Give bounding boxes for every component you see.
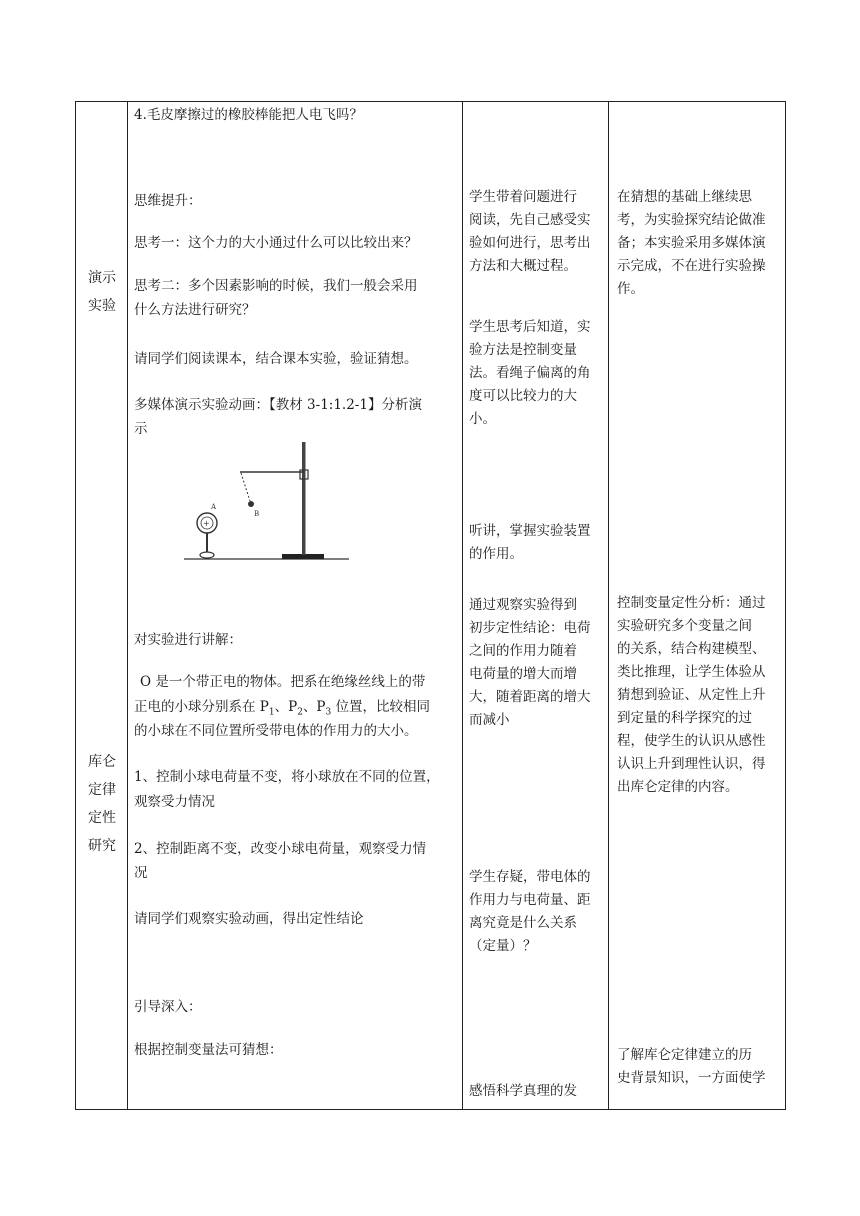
student-activity-6: 感悟科学真理的发	[469, 1083, 577, 1099]
control-one-line1: 1、控制小球电荷量不变，将小球放在不同的位置，	[134, 769, 440, 785]
animation-line1: 多媒体演示实验动画：【教材 3-1:1.2-1】分析演	[134, 397, 422, 413]
observe-instruction: 请同学们观察实验动画，得出定性结论	[134, 911, 364, 927]
section-label-demo: 演示 实验	[88, 270, 116, 314]
svg-text:A: A	[211, 503, 217, 511]
guide-heading: 引导深入：	[134, 999, 202, 1015]
control-two-line2: 况	[134, 865, 148, 881]
lesson-table	[75, 101, 786, 1110]
object-o-line2: 正电的小球分别系在 $P_1$、$P_2$、$P_3$ 位置，比较相同	[134, 699, 431, 718]
column-divider	[462, 102, 463, 1109]
guess-line: 根据控制变量法可猜想：	[134, 1042, 283, 1058]
object-o-line1: O 是一个带正电的物体。把系在绝缘丝线上的带	[140, 674, 426, 690]
coulomb-apparatus-figure	[184, 437, 354, 562]
student-activity-3: 听讲，掌握实验装置 的作用。	[469, 523, 591, 562]
think-two-line1: 思考二：多个因素影响的时候，我们一般会采用	[134, 278, 418, 294]
svg-text:B: B	[254, 510, 260, 518]
think-one: 思考一：这个力的大小通过什么可以比较出来？	[134, 235, 418, 251]
section-label-coulomb: 库仑 定律 定性 研究	[88, 754, 116, 854]
object-o-line3: 的小球在不同位置所受带电体的作用力的大小。	[134, 723, 418, 739]
student-activity-1: 学生带着问题进行 阅读，先自己感受实 验如何进行，思考出 方法和大概过程。	[469, 189, 591, 274]
thinking-heading: 思维提升：	[134, 193, 202, 209]
think-two-line2: 什么方法进行研究？	[134, 302, 256, 318]
control-one-line2: 观察受力情况	[134, 794, 215, 810]
column-divider	[127, 102, 128, 1109]
read-instruction: 请同学们阅读课本，结合课本实验，验证猜想。	[134, 351, 418, 367]
control-two-line1: 2、控制距离不变，改变小球电荷量，观察受力情	[134, 841, 427, 857]
student-activity-4: 通过观察实验得到 初步定性结论：电荷 之间的作用力随着 电荷量的增大而增 大，随着距离的增大 而减小	[469, 597, 591, 728]
design-intent-2: 控制变量定性分析：通过 实验研究多个变量之间 的关系，结合构建模型、 类比推理，让学生体验从 猜想到验证、从定性上升 到定量的科学探究的过 程，使学生的认识从感性 认识上升到理性认识，得 出库仑定律的内容。	[617, 595, 766, 795]
question-4: 4.毛皮摩擦过的橡胶棒能把人电飞吗？	[134, 107, 363, 123]
svg-text:+: +	[203, 519, 210, 528]
column-divider	[608, 102, 609, 1109]
student-activity-2: 学生思考后知道，实 验方法是控制变量 法。看绳子偏离的角 度可以比较力的大 小。	[469, 319, 591, 427]
student-activity-5: 学生存疑，带电体的 作用力与电荷量、距 离究竟是什么关系 （定量）？	[469, 869, 591, 954]
design-intent-3: 了解库仑定律建立的历 史背景知识，一方面使学	[617, 1047, 766, 1086]
design-intent-1: 在猜想的基础上继续思 考，为实验探究结论做准 备；本实验采用多媒体演 示完成，不在进行实验操 作。	[617, 189, 766, 297]
explain-heading: 对实验进行讲解：	[134, 632, 242, 648]
animation-line2: 示	[134, 421, 148, 437]
